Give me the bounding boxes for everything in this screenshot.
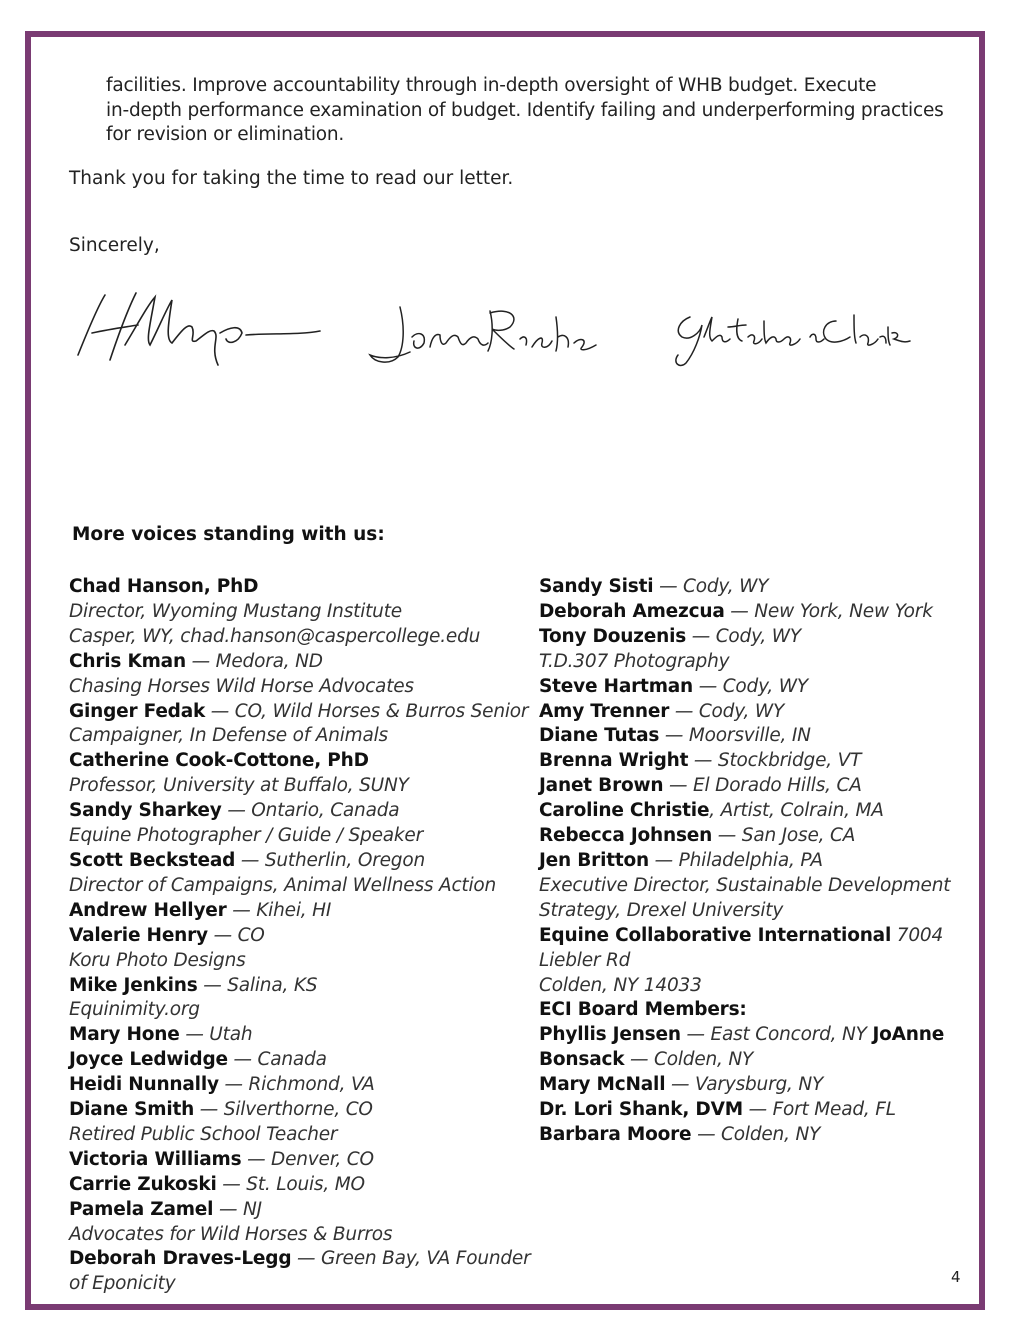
signatory-detail: — Cody, WY [653,576,769,597]
signatory-detail: Director of Campaigns, Animal Wellness Action [69,874,497,896]
signatory-line [69,874,519,899]
signatory-name: Diane Smith [69,1099,195,1121]
signatory-name: Pamela Zamel [69,1198,214,1220]
signatory-detail: — Utah [179,1024,253,1046]
signatory-name: Equine Collaborative International [539,924,892,946]
signatory-name: Carrie Zukoski [69,1173,217,1195]
signatory-line [539,724,959,749]
intro-line: facilities. Improve accountability through in-depth oversight of WHB budget. Execute [106,75,877,96]
signatory-line [69,998,519,1023]
signatory-line [539,1123,959,1148]
signatory-line [69,949,519,974]
signatory-line [69,974,519,999]
signatory-detail: Liebler Rd [539,949,631,971]
signatory-detail: — Green Bay, VA Founder [291,1248,531,1270]
signatory-detail: , Artist, Colrain, MA [709,800,884,822]
signatory-line [539,974,959,999]
signatory-detail: — Silverthorne, CO [194,1099,373,1121]
signatory-detail: Campaigner, In Defense of Animals [69,725,388,747]
signatory-name: Heidi Nunnally [69,1074,219,1096]
signatory-line [539,998,959,1023]
signatory-name: Sandy Sharkey [69,800,222,822]
signature-2 [360,297,600,377]
signatory-line [69,774,519,799]
signatory-detail: 7004 [891,924,944,946]
signatory-name: Valerie Henry [69,924,208,946]
signatory-name: Amy Trenner [539,700,670,722]
signatory-name: Mary Hone [69,1024,180,1046]
signatory-line [69,625,519,650]
voices-heading: More voices standing with us: [72,524,385,545]
signatory-name: Sandy Sisti [539,576,654,597]
signatory-line [69,700,529,725]
signatory-detail: — Canada [227,1049,327,1071]
signatory-line [539,824,959,849]
signatory-line [539,650,959,675]
signatory-name: Mike Jenkins [69,974,198,996]
signatory-detail: — St. Louis, MO [216,1173,365,1195]
signatory-detail: — Cody, WY [693,675,808,697]
signatory-line [539,675,959,700]
signatory-detail: — Stockbridge, VT [688,750,862,772]
signatory-line [69,1198,519,1223]
signatory-line [69,1173,519,1198]
thank-you-line: Thank you for taking the time to read our letter. [69,168,514,189]
signatory-line [69,1048,519,1073]
signature-1 [70,285,330,375]
signatory-detail: — Philadelphia, PA [648,849,823,871]
signatory-line [539,575,959,600]
signatory-detail: — Medora, ND [185,650,323,672]
signature-3 [660,297,920,377]
signatory-line [539,600,959,625]
signatory-line [539,1098,959,1123]
signatory-name: Catherine Cook-Cottone, PhD [69,750,369,772]
signatory-name: Bonsack [539,1049,625,1071]
signatory-name: Chad Hanson, PhD [69,576,259,597]
signatory-name: Phyllis Jensen [539,1024,681,1046]
closing: Sincerely, [69,235,160,256]
signatory-line [69,1123,519,1148]
signatory-line [69,849,519,874]
signatory-line [539,749,959,774]
signatory-name: Brenna Wright [539,750,689,772]
signatory-detail: of Eponicity [69,1273,176,1295]
signatory-line [69,724,519,749]
signatory-line [69,650,519,675]
signatory-name: Ginger Fedak [69,700,206,722]
signatory-detail: Professor, University at Buffalo, SUNY [69,775,409,797]
signatory-name: Tony Douzenis [539,625,687,647]
signatory-line [69,575,519,600]
signatory-line [539,799,959,824]
signatory-detail: — San Jose, CA [712,825,856,847]
signatory-line [69,1223,519,1248]
signatory-line [69,924,519,949]
signatory-detail: — Colden, NY [624,1049,754,1071]
signatory-line [69,600,519,625]
signatory-name: Joyce Ledwidge [69,1049,228,1071]
signatory-detail: — CO [207,924,265,946]
signatory-detail: Chasing Horses Wild Horse Advocates [69,675,414,697]
signatory-detail: Koru Photo Designs [69,949,246,971]
signatory-line [69,1247,531,1272]
signatory-name: Jen Britton [539,849,649,871]
signatory-line [539,1023,959,1048]
signatory-line [69,1098,519,1123]
signatory-line [69,675,519,700]
signatory-name: Janet Brown [539,775,664,797]
signatory-line [539,700,959,725]
signatories-right-column [539,575,959,1148]
signatory-detail: — Cody, WY [686,625,801,647]
signatory-detail: — Ontario, Canada [221,800,400,822]
signatories-left-column [69,575,531,1297]
signatory-name: Victoria Williams [69,1148,242,1170]
signatory-name: Rebecca Johnsen [539,825,713,847]
signatory-detail: Colden, NY 14033 [539,974,702,996]
signatory-line [539,849,959,874]
signatory-line [69,1023,519,1048]
page-number: 4 [951,1268,961,1286]
signatory-name: Dr. Lori Shank, DVM [539,1099,743,1121]
signatory-detail: — Cody, WY [669,700,785,722]
signatory-name: Barbara Moore [539,1123,692,1145]
signatory-name: Diane Tutas [539,725,660,747]
signatory-name: Steve Hartman [539,675,694,697]
signatory-detail: Casper, WY, chad.hanson@caspercollege.edu [69,625,481,647]
signatory-name: Caroline Christie [539,800,710,822]
signatory-line [539,949,959,974]
signatory-detail: — Varysburg, NY [665,1074,824,1096]
signatory-detail: — Colden, NY [691,1123,821,1145]
signatory-line [69,824,519,849]
signatory-line [539,625,959,650]
intro-line: in-depth performance examination of budget. Identify failing and underperforming practices [106,99,944,121]
signatory-detail: — Richmond, VA [218,1074,375,1096]
signatory-line [539,1048,959,1073]
signatory-detail: — Moorsville, IN [659,725,811,747]
signatory-name: Deborah Amezcua [539,600,725,622]
signatory-line [539,774,959,799]
signatory-name: Deborah Draves-Legg [69,1248,292,1270]
signatory-detail: Equine Photographer / Guide / Speaker [69,825,424,847]
signatory-detail: — Fort Mead, FL [742,1099,896,1121]
signatory-name: Mary McNall [539,1074,666,1096]
signatory-line [539,874,959,899]
signatory-line [69,1272,519,1297]
signatory-detail: Executive Director, Sustainable Development [539,874,951,896]
signatory-detail: T.D.307 Photography [539,650,730,672]
signatory-detail: — NJ [213,1198,262,1220]
signatory-detail: Strategy, Drexel University [539,899,784,921]
signatory-detail: — CO, Wild Horses & Burros Senior [205,700,529,722]
signatory-line [69,1073,519,1098]
signatory-line [539,1073,959,1098]
signatory-detail: Retired Public School Teacher [69,1123,338,1145]
signatory-detail: Advocates for Wild Horses & Burros [69,1223,393,1245]
signatory-detail: — Salina, KS [197,974,318,996]
signatory-line [539,899,959,924]
signatory-line [69,799,519,824]
signatory-detail: — East Concord, NY [680,1024,873,1046]
letter-intro [106,74,946,148]
signatory-name: Scott Beckstead [69,849,236,871]
signatory-detail: — Sutherlin, Oregon [235,849,425,871]
intro-line: for revision or elimination. [106,124,345,145]
signatory-name: Andrew Hellyer [69,899,227,921]
signatory-detail: — El Dorado Hills, CA [663,775,862,797]
signatory-line [69,899,519,924]
signatory-line [69,1148,519,1173]
signatory-name: Chris Kman [69,650,186,672]
signatures [60,275,960,385]
signatory-detail: — Kihei, HI [226,899,332,921]
signatory-detail: — New York, New York [724,600,933,622]
signatory-line [539,924,959,949]
signatory-name: ECI Board Members: [539,999,747,1021]
signatory-name: JoAnne [872,1024,945,1046]
signatory-detail: Director, Wyoming Mustang Institute [69,600,402,622]
signatory-detail: Equinimity.org [69,999,200,1021]
signatory-line [69,749,519,774]
signatory-detail: — Denver, CO [241,1148,374,1170]
